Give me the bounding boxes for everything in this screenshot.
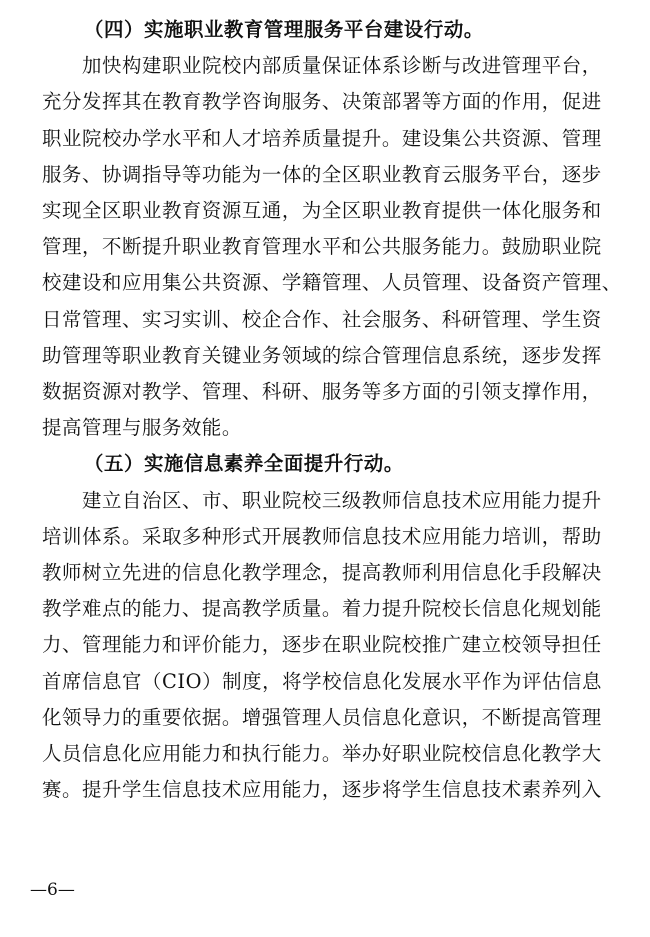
section-five-paragraph xyxy=(42,483,616,809)
section-five-line: 教学难点的能力、提高教学质量。着力提升院校长信息化规划能 xyxy=(42,597,602,621)
document-body xyxy=(42,12,622,808)
section-four-line: 加快构建职业院校内部质量保证体系诊断与改进管理平台， xyxy=(82,54,602,78)
section-four-line: 数据资源对教学、管理、科研、服务等多方面的引领支撑作用， xyxy=(42,380,602,404)
section-four-line: 管理，不断提升职业教育管理水平和公共服务能力。鼓励职业院 xyxy=(42,235,602,259)
section-five-line: 力、管理能力和评价能力，逐步在职业院校推广建立校领导担任 xyxy=(42,633,602,657)
section-four-line: 提高管理与服务效能。 xyxy=(42,416,242,440)
section-four-line: 充分发挥其在教育教学咨询服务、决策部署等方面的作用，促进 xyxy=(42,90,602,114)
section-four-paragraph xyxy=(42,48,622,446)
section-four-heading: （四）实施职业教育管理服务平台建设行动。 xyxy=(84,18,484,41)
section-five-line: 人员信息化应用能力和执行能力。举办好职业院校信息化教学大 xyxy=(42,742,602,766)
section-five-heading: （五）实施信息素养全面提升行动。 xyxy=(84,452,404,476)
page-number: —6— xyxy=(30,880,75,900)
section-four-line: 校建设和应用集公共资源、学籍管理、人员管理、设备资产管理、 xyxy=(42,271,622,295)
section-five-line: 教师树立先进的信息化教学理念，提高教师利用信息化手段解决 xyxy=(42,561,602,585)
section-five-line: 首席信息官（CIO）制度，将学校信息化发展水平作为评估信息 xyxy=(42,669,602,693)
section-four-line: 日常管理、实习实训、校企合作、社会服务、科研管理、学生资 xyxy=(42,307,602,331)
section-four-line: 服务、协调指导等功能为一体的全区职业教育云服务平台，逐步 xyxy=(42,162,602,186)
section-five-line: 培训体系。采取多种形式开展教师信息技术应用能力培训，帮助 xyxy=(42,524,602,548)
section-four-line: 助管理等职业教育关键业务领域的综合管理信息系统，逐步发挥 xyxy=(42,343,602,367)
section-five-line: 建立自治区、市、职业院校三级教师信息技术应用能力提升 xyxy=(82,488,602,512)
section-four-line: 职业院校办学水平和人才培养质量提升。建设集公共资源、管理 xyxy=(42,126,602,150)
section-five-line: 赛。提升学生信息技术应用能力，逐步将学生信息技术素养列入 xyxy=(42,778,602,802)
section-five-line: 化领导力的重要依据。增强管理人员信息化意识，不断提高管理 xyxy=(42,705,602,729)
section-four-line: 实现全区职业教育资源互通，为全区职业教育提供一体化服务和 xyxy=(42,199,602,223)
